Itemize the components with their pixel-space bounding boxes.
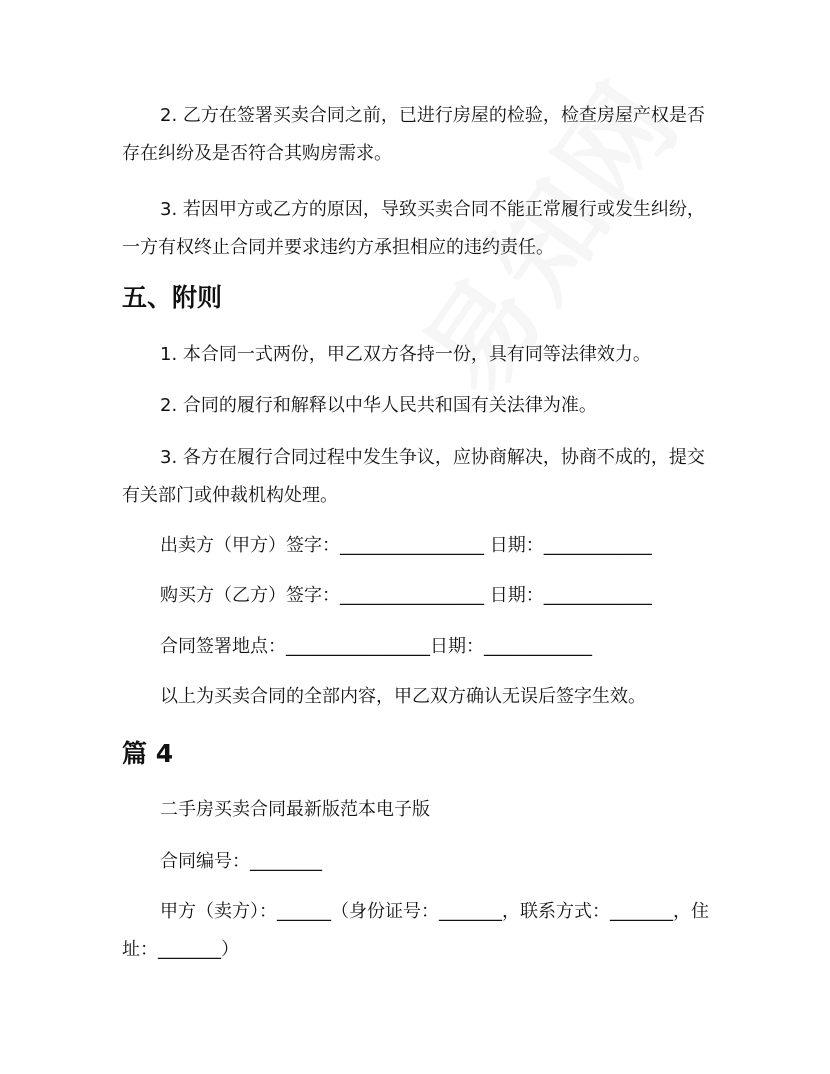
part-4-subtitle: 二手房买卖合同最新版范本电子版 [160, 799, 430, 820]
seller-signature-line: 出卖方（甲方）签字：________________ 日期：____________ [160, 535, 652, 556]
buyer-signature-line: 购买方（乙方）签字：________________ 日期：____________ [160, 585, 652, 606]
clause-5-item-3: 3. 各方在履行合同过程中发生争议，应协商解决，协商不成的，提交有关部门或仲裁机构处理。 [122, 447, 705, 506]
closing-statement: 以上为买卖合同的全部内容，甲乙双方确认无误后签字生效。 [160, 686, 646, 707]
section-5-heading: 五、附则 [122, 283, 223, 312]
part-4-heading: 篇 4 [122, 739, 174, 768]
party-a-info: 甲方（卖方）：______（身份证号：_______，联系方式：_______，住址：_______） [122, 901, 709, 960]
contract-number-line: 合同编号：________ [160, 851, 322, 872]
clause-5-item-1: 1. 本合同一式两份，甲乙双方各持一份，具有同等法律效力。 [160, 344, 651, 365]
clause-5-item-2: 2. 合同的履行和解释以中华人民共和国有关法律为准。 [160, 395, 597, 416]
signing-place-line: 合同签署地点：________________日期：____________ [160, 636, 592, 657]
clause-4-item-2: 2. 乙方在签署买卖合同之前，已进行房屋的检验，检查房屋产权是否存在纠纷及是否符合其购房需求。 [122, 105, 705, 164]
clause-4-item-3: 3. 若因甲方或乙方的原因，导致买卖合同不能正常履行或发生纠纷，一方有权终止合同并要求违约方承担相应的违约责任。 [122, 199, 705, 258]
